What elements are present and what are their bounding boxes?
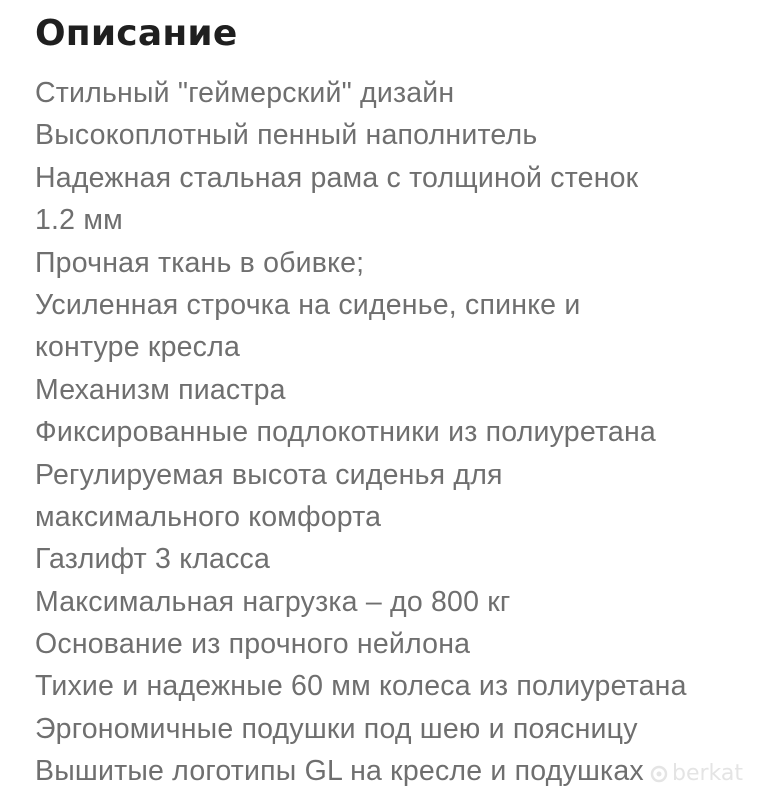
description-list bbox=[35, 72, 745, 793]
description-line: Высокоплотный пенный наполнитель bbox=[35, 119, 538, 152]
description-line: Газлифт 3 класса bbox=[35, 543, 271, 576]
description-line: Надежная стальная рама с толщиной стенок bbox=[35, 161, 639, 194]
description-line: Тихие и надежные 60 мм колеса из полиуретана bbox=[35, 670, 687, 703]
description-line: Механизм пиастра bbox=[35, 373, 286, 406]
watermark-text: berkat bbox=[671, 761, 743, 786]
description-line: максимального комфорта bbox=[35, 500, 382, 533]
description-line: Вышитые логотипы GL на кресле и подушках bbox=[35, 755, 644, 788]
description-line: 1.2 мм bbox=[35, 204, 123, 237]
description-line: Максимальная нагрузка – до 800 кг bbox=[35, 585, 511, 618]
section-title: Описание bbox=[35, 13, 238, 54]
berkat-logo-icon bbox=[648, 763, 670, 785]
description-line: Основание из прочного нейлона bbox=[35, 628, 471, 661]
watermark bbox=[648, 761, 743, 786]
description-line: Прочная ткань в обивке; bbox=[35, 246, 365, 279]
description-line: Эргономичные подушки под шею и поясницу bbox=[35, 712, 638, 745]
description-line: контуре кресла bbox=[35, 331, 240, 364]
description-line: Фиксированные подлокотники из полиуретана bbox=[35, 416, 656, 449]
description-line: Стильный "геймерский" дизайн bbox=[35, 77, 455, 109]
description-line: Регулируемая высота сиденья для bbox=[35, 458, 503, 491]
description-line: Усиленная строчка на сиденье, спинке и bbox=[35, 288, 581, 321]
